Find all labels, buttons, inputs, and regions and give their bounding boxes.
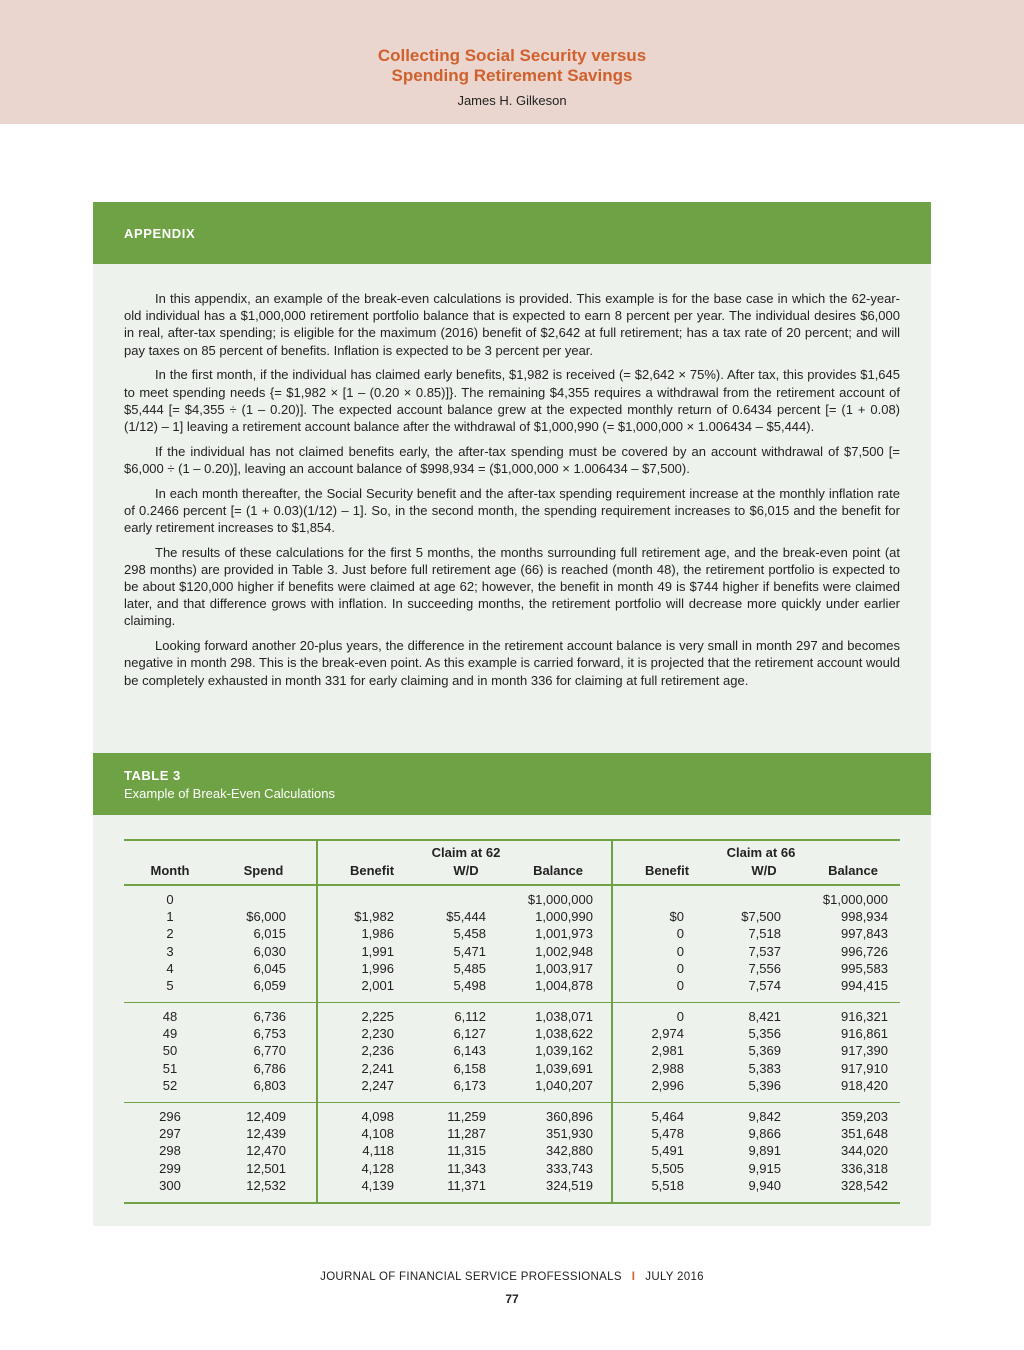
cell-benefit-62: 1,996 [361, 960, 394, 976]
header-band [0, 0, 1024, 124]
cell-benefit-66: 5,464 [651, 1109, 684, 1124]
issue-date: JULY 2016 [645, 1271, 704, 1283]
cell-benefit-62: 1,991 [361, 943, 394, 959]
cell-spend: 6,736 [253, 1009, 286, 1024]
cell-benefit-66: 0 [676, 978, 684, 993]
cell-balance-66: 994,415 [841, 978, 888, 993]
cell-benefit-62: 2,241 [361, 1060, 394, 1076]
cell-wd-66: 7,574 [748, 978, 781, 993]
cell-balance-62: 1,040,207 [535, 1077, 593, 1093]
cell-wd-62: 5,458 [453, 926, 486, 942]
cell-wd-66: 9,866 [748, 1126, 781, 1142]
group-header-claim62: Claim at 62 [431, 845, 501, 860]
cell-month: 50 [162, 1043, 178, 1059]
cell-wd-62: 11,371 [447, 1177, 486, 1193]
cell-balance-62: 1,038,071 [535, 1009, 593, 1024]
cell-spend: 6,753 [253, 1026, 286, 1042]
cell-month: 48 [162, 1009, 178, 1024]
cell-benefit-66: 0 [676, 943, 684, 959]
cell-benefit-62: 2,236 [361, 1043, 394, 1059]
table-number: TABLE 3 [124, 768, 181, 783]
appendix-heading-bar [93, 202, 931, 264]
cell-benefit-66: $0 [669, 909, 684, 925]
cell-benefit-62: 2,001 [361, 978, 394, 993]
col-header-benefit-62: Benefit [349, 863, 395, 878]
cell-benefit-66: 5,518 [651, 1177, 684, 1193]
author-name: James H. Gilkeson [457, 93, 567, 108]
table-rule-header [124, 884, 900, 886]
cell-benefit-66: 0 [676, 926, 684, 942]
cell-balance-62: 324,519 [546, 1177, 593, 1193]
cell-wd-62: 5,485 [453, 960, 486, 976]
cell-spend: 6,059 [253, 978, 286, 993]
cell-balance-62: 1,001,973 [535, 926, 593, 942]
appendix-paragraph: In this appendix, an example of the break-even calculations is provided. This example is for the base case in which the 62-year-old individual has a $1,000,000 retirement portfolio balance that is expected to earn 8 percent per year. The individual desires $6,000 in real, after-tax spending; is eligible for the maximum (2016) benefit of $2,642 at full retirement; has a tax rate of 20 percent; and will pay taxes on 85 percent of benefits. Inflation is expected to be 3 percent per year. [124, 291, 900, 358]
cell-month: 3 [166, 943, 174, 959]
cell-month: 52 [162, 1077, 178, 1093]
cell-wd-66: 5,356 [748, 1026, 781, 1042]
cell-balance-66: 998,934 [841, 909, 888, 925]
appendix-paragraph: Looking forward another 20-plus years, the difference in the retirement account balance is very small in month 297 and becomes negative in month 298. This is the break-even point. As this example is carried forward, it is projected that the retirement account would be completely exhausted in month 331 for early claiming and in month 336 for claiming at full retirement age. [124, 638, 900, 688]
cell-month: 1 [166, 909, 174, 925]
cell-spend: 12,470 [246, 1143, 286, 1159]
cell-benefit-66: 5,491 [651, 1143, 684, 1159]
cell-month: 2 [166, 926, 174, 942]
cell-wd-62: 5,471 [453, 943, 486, 959]
cell-spend: 12,501 [246, 1160, 286, 1176]
appendix-paragraphs [124, 290, 900, 696]
cell-wd-66: 5,369 [748, 1043, 781, 1059]
table-rule-group1 [124, 1002, 900, 1003]
table-caption: Example of Break-Even Calculations [124, 786, 335, 801]
cell-wd-62: 5,498 [453, 978, 486, 993]
appendix-heading: APPENDIX [124, 226, 196, 241]
cell-month: 296 [159, 1109, 181, 1124]
cell-balance-62: 1,004,878 [535, 978, 593, 993]
cell-wd-62: 6,173 [453, 1077, 486, 1093]
page-footer [0, 1271, 1024, 1283]
cell-wd-62: 6,127 [453, 1026, 486, 1042]
cell-month: 299 [159, 1160, 181, 1176]
cell-wd-66: 9,842 [748, 1109, 781, 1124]
cell-wd-66: $7,500 [741, 909, 781, 925]
group-header-claim66: Claim at 66 [726, 845, 796, 860]
cell-spend: 6,770 [253, 1043, 286, 1059]
cell-balance-62: 1,003,917 [535, 960, 593, 976]
cell-benefit-62: 4,108 [361, 1126, 394, 1142]
cell-month: 297 [159, 1126, 181, 1142]
appendix-paragraph: In each month thereafter, the Social Security benefit and the after-tax spending requirement increase at the monthly inflation rate of 0.2466 percent [= (1 + 0.03)(1/12) – 1]. So, in the second month, the spending requirement increases to $6,015 and the benefit for early retirement increases to $1,854. [124, 485, 900, 535]
col-header-month: Month [150, 863, 190, 878]
cell-benefit-62: 1,986 [361, 926, 394, 942]
cell-benefit-66: 2,974 [651, 1026, 684, 1042]
cell-wd-66: 7,518 [748, 926, 781, 942]
cell-benefit-66: 2,988 [651, 1060, 684, 1076]
col-header-benefit-66: Benefit [644, 863, 690, 878]
cell-benefit-66: 5,478 [651, 1126, 684, 1142]
cell-spend: 6,015 [253, 926, 286, 942]
cell-benefit-62: 4,098 [361, 1109, 394, 1124]
cell-spend: 6,045 [253, 960, 286, 976]
cell-wd-62: 11,343 [447, 1160, 486, 1176]
cell-month: 49 [162, 1026, 178, 1042]
cell-month: 4 [166, 960, 174, 976]
cell-benefit-62: 2,225 [361, 1009, 394, 1024]
cell-month: 0 [166, 892, 174, 907]
cell-spend: 6,803 [253, 1077, 286, 1093]
cell-benefit-66: 0 [676, 1009, 684, 1024]
cell-wd-62: 6,158 [453, 1060, 486, 1076]
cell-benefit-62: 4,139 [361, 1177, 394, 1193]
cell-balance-66: 918,420 [841, 1077, 888, 1093]
cell-balance-66: 995,583 [841, 960, 888, 976]
cell-spend: 12,439 [246, 1126, 286, 1142]
table-rule-group2 [124, 1102, 900, 1103]
cell-wd-62: 6,143 [453, 1043, 486, 1059]
cell-balance-62: 1,038,622 [535, 1026, 593, 1042]
col-header-spend: Spend [243, 863, 284, 878]
cell-benefit-62: 4,128 [361, 1160, 394, 1176]
cell-month: 51 [162, 1060, 178, 1076]
cell-balance-66: $1,000,000 [822, 892, 888, 907]
cell-wd-66: 9,940 [748, 1177, 781, 1193]
cell-benefit-66: 0 [676, 960, 684, 976]
cell-wd-62: $5,444 [446, 909, 486, 925]
cell-wd-66: 7,556 [748, 960, 781, 976]
col-header-wd-66: W/D [751, 863, 777, 878]
cell-benefit-66: 5,505 [651, 1160, 684, 1176]
cell-balance-66: 328,542 [841, 1177, 888, 1193]
cell-wd-66: 8,421 [748, 1009, 781, 1024]
cell-wd-66: 5,396 [748, 1077, 781, 1093]
cell-spend: 12,532 [246, 1177, 286, 1193]
footer-separator: I [631, 1271, 636, 1283]
cell-balance-66: 996,726 [841, 943, 888, 959]
cell-benefit-62: 2,230 [361, 1026, 394, 1042]
cell-wd-66: 9,915 [748, 1160, 781, 1176]
cell-balance-62: 1,039,691 [535, 1060, 593, 1076]
cell-wd-66: 7,537 [748, 943, 781, 959]
table-panel [93, 815, 931, 1226]
cell-balance-66: 916,321 [841, 1009, 888, 1024]
article-title-line2: Spending Retirement Savings [391, 66, 633, 85]
cell-benefit-62: $1,982 [354, 909, 394, 925]
appendix-paragraph: The results of these calculations for the first 5 months, the months surrounding full retirement age, and the break-even point (at 298 months) are provided in Table 3. Just before full retirement age (66) is reached (month 48), the retirement portfolio is expected to be about $120,000 higher if benefits were claimed at age 62; however, the benefit in month 49 is $744 higher if benefits were claimed later, and that difference grows with inflation. In succeeding months, the retirement portfolio will decrease more quickly under earlier claiming. [124, 544, 900, 629]
cell-balance-66: 336,318 [841, 1160, 888, 1176]
break-even-table [124, 839, 900, 1204]
cell-wd-66: 9,891 [748, 1143, 781, 1159]
appendix-text-panel [93, 264, 931, 753]
cell-wd-66: 5,383 [748, 1060, 781, 1076]
page-number: 77 [505, 1292, 519, 1306]
journal-name: JOURNAL OF FINANCIAL SERVICE PROFESSIONALS [320, 1271, 622, 1283]
cell-balance-62: 1,002,948 [535, 943, 593, 959]
table-heading-bar [93, 753, 931, 815]
cell-wd-62: 11,315 [447, 1143, 486, 1159]
cell-balance-62: 1,000,990 [535, 909, 593, 925]
cell-benefit-62: 4,118 [362, 1143, 394, 1159]
cell-balance-62: $1,000,000 [527, 892, 593, 907]
cell-balance-66: 917,910 [841, 1060, 888, 1076]
cell-month: 5 [166, 978, 174, 993]
cell-balance-62: 351,930 [546, 1126, 593, 1142]
table-rule-bottom [124, 1202, 900, 1204]
cell-wd-62: 6,112 [454, 1009, 486, 1024]
table-rule-top [124, 839, 900, 841]
cell-spend: 6,030 [253, 943, 286, 959]
cell-balance-66: 344,020 [841, 1143, 888, 1159]
cell-spend: 12,409 [246, 1109, 286, 1124]
cell-spend: $6,000 [246, 909, 286, 925]
cell-balance-66: 351,648 [841, 1126, 888, 1142]
cell-wd-62: 11,287 [447, 1126, 486, 1142]
cell-balance-62: 360,896 [546, 1109, 593, 1124]
cell-month: 298 [159, 1143, 181, 1159]
cell-balance-66: 916,861 [841, 1026, 888, 1042]
cell-balance-66: 997,843 [841, 926, 888, 942]
cell-benefit-66: 2,981 [651, 1043, 684, 1059]
cell-balance-66: 917,390 [841, 1043, 888, 1059]
cell-balance-62: 1,039,162 [535, 1043, 593, 1059]
cell-spend: 6,786 [253, 1060, 286, 1076]
cell-wd-62: 11,259 [447, 1109, 486, 1124]
cell-benefit-66: 2,996 [651, 1077, 684, 1093]
col-header-balance-62: Balance [533, 863, 583, 878]
article-title-line1: Collecting Social Security versus [377, 46, 647, 65]
cell-balance-66: 359,203 [841, 1109, 888, 1124]
appendix-paragraph: In the first month, if the individual has claimed early benefits, $1,982 is received (= $2,642 × 75%). After tax, this provides $1,645 to meet spending needs {= $1,982 × [1 – (0.20 × 0.85)]}. The remaining $4,355 requires a withdrawal from the retirement account of $5,444 [= $4,355 ÷ (1 – 0.20)]. The expected account balance grew at the expected monthly return of 0.6434 percent [= (1 + 0.08)(1/12) – 1] leaving a retirement account balance after the withdrawal of $1,000,990 (= $1,000,000 × 1.006434 – $5,444). [124, 367, 900, 434]
cell-balance-62: 333,743 [546, 1160, 593, 1176]
cell-benefit-62: 2,247 [361, 1077, 394, 1093]
col-header-wd-62: W/D [453, 863, 479, 878]
cell-month: 300 [159, 1177, 181, 1193]
cell-balance-62: 342,880 [546, 1143, 593, 1159]
col-header-balance-66: Balance [828, 863, 878, 878]
appendix-paragraph: If the individual has not claimed benefits early, the after-tax spending must be covered by an account withdrawal of $7,500 [= $6,000 ÷ (1 – 0.20)], leaving an account balance of $998,934 = ($1,000,000 × 1.006434 – $7,500). [124, 443, 900, 476]
